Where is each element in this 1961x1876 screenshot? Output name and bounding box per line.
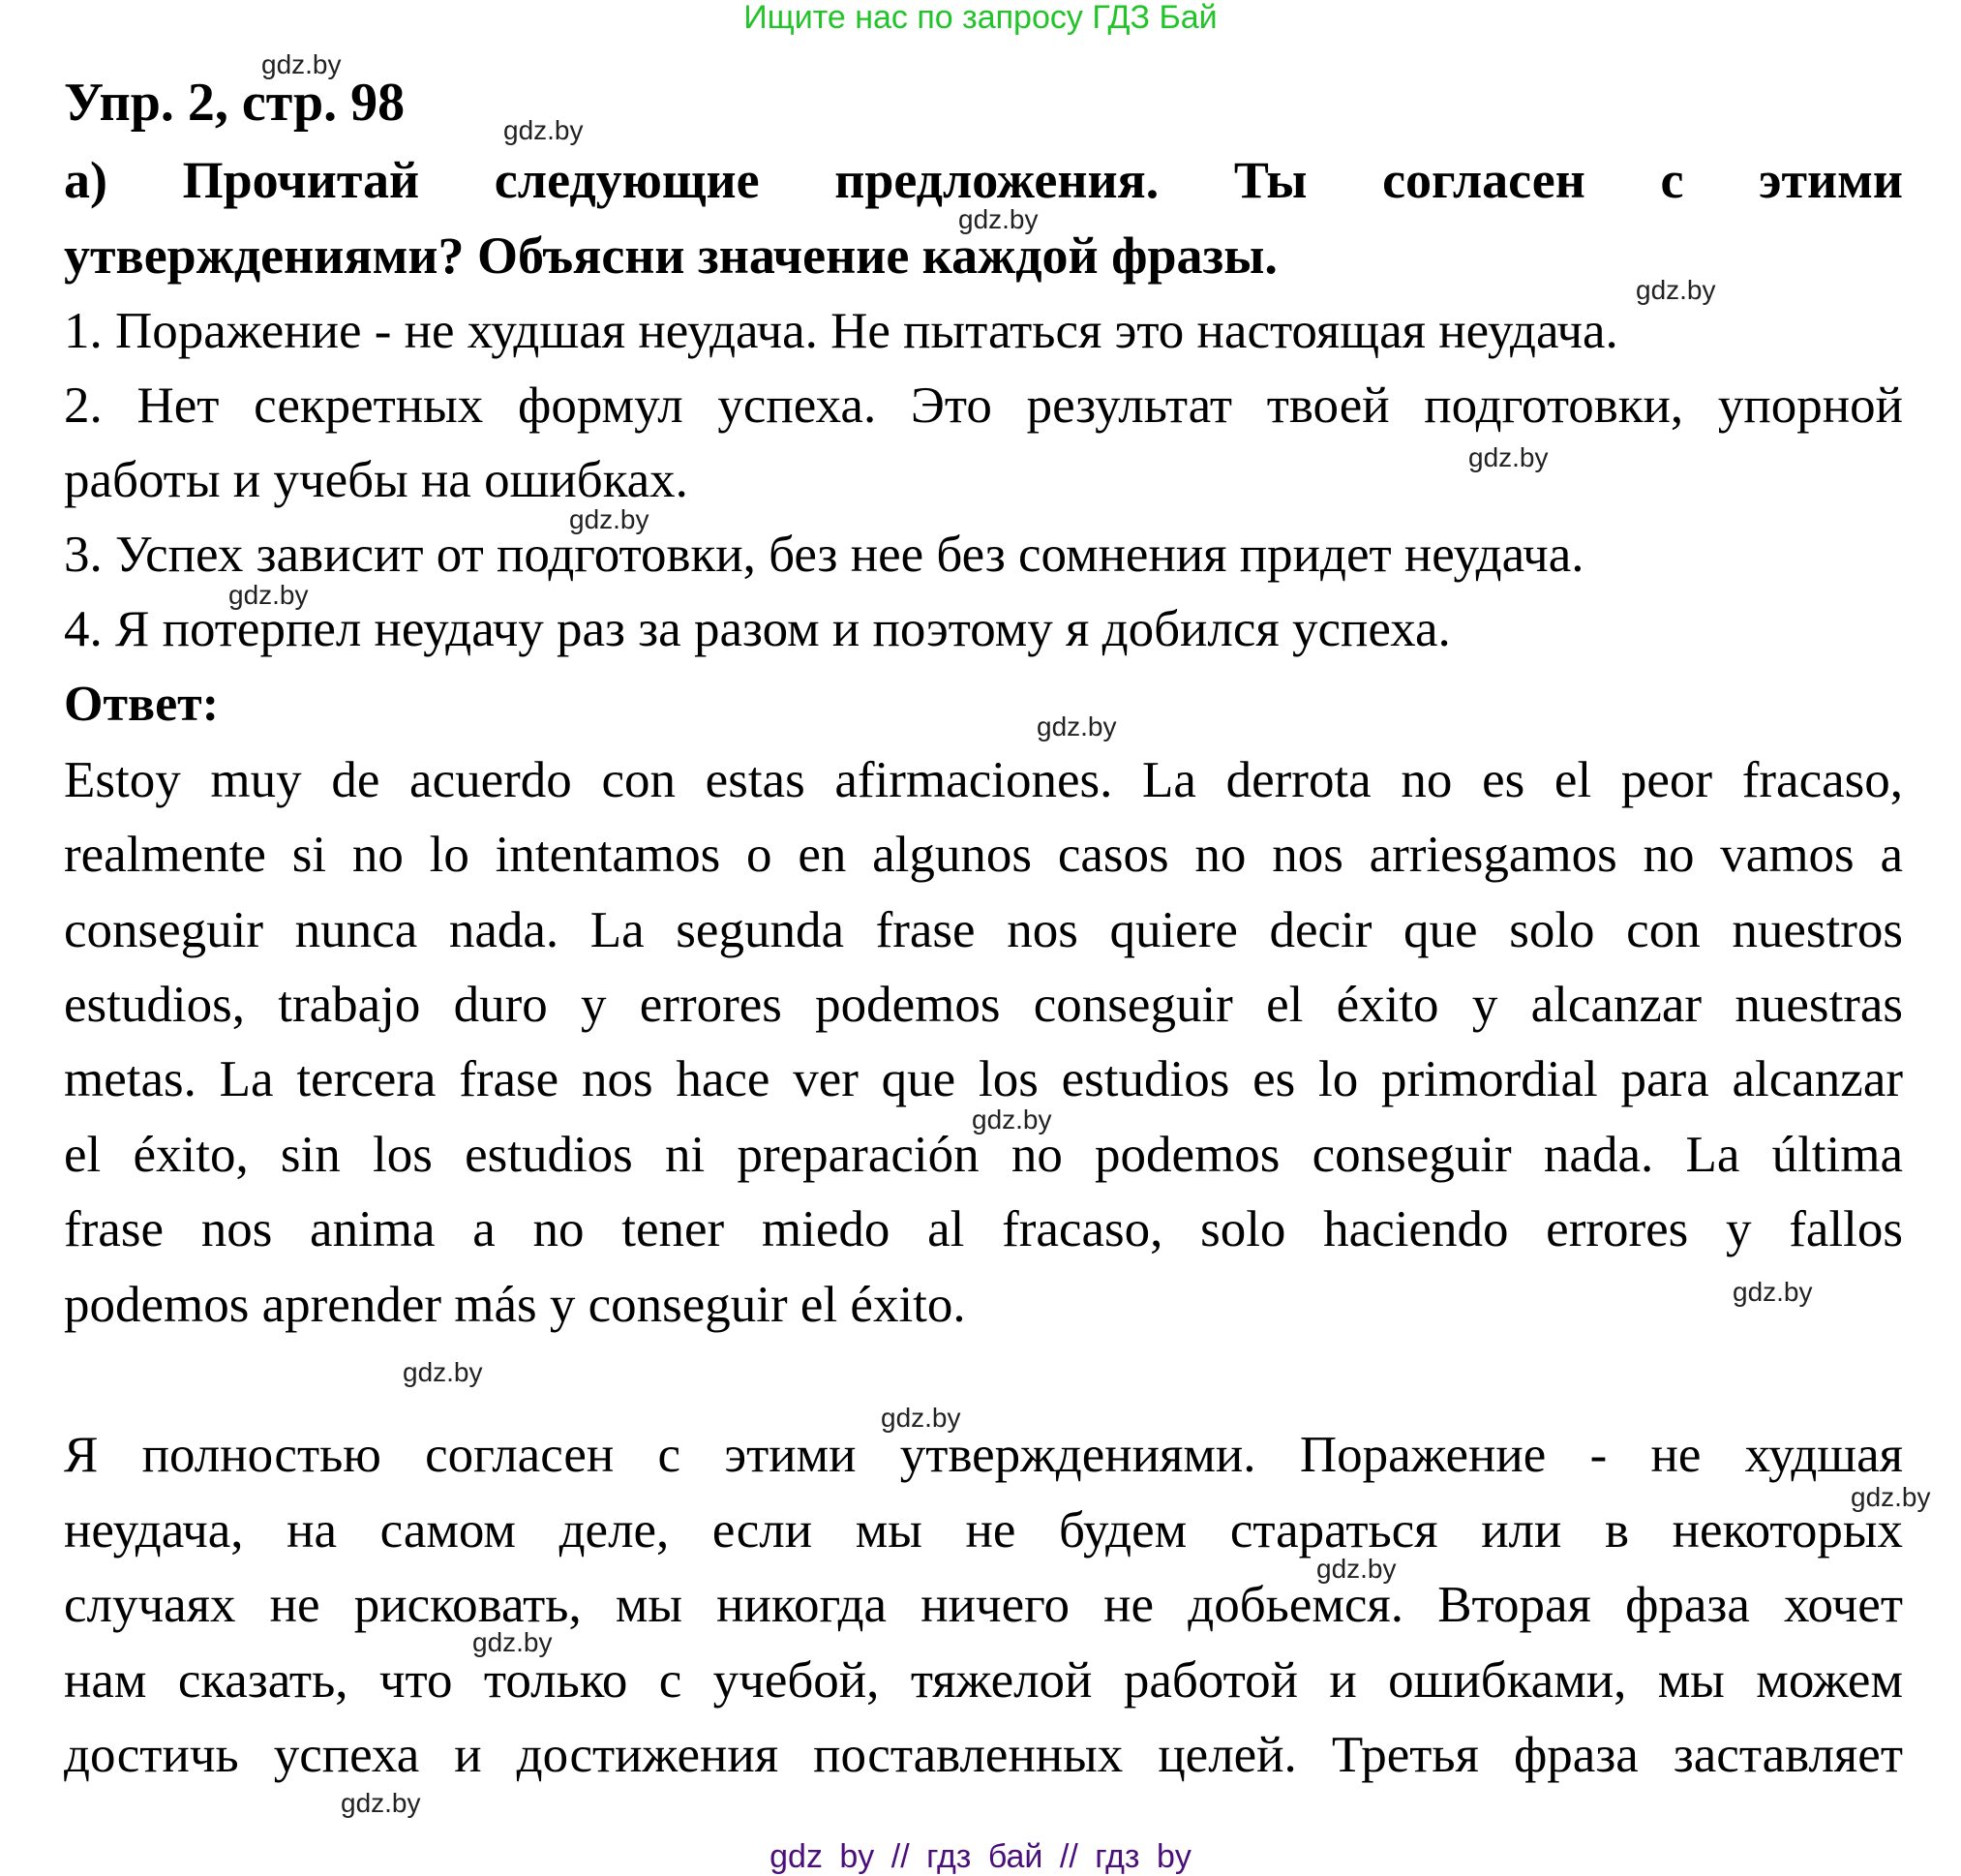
watermark: gdz.by [228, 580, 309, 610]
task-line-1: а) Прочитай следующие предложения. Ты согласен с этими [64, 151, 1903, 209]
watermark: gdz.by [341, 1788, 421, 1818]
spanish-line-3: conseguir nunca nada. La segunda frase nos quiere decir que solo con nuestros [64, 902, 1903, 958]
watermark: gdz.by [1733, 1277, 1813, 1307]
task-line-2: утверждениями? Объясни значение каждой фразы. [64, 227, 1278, 285]
answer-label: Ответ: [64, 677, 220, 732]
statement-4: 4. Я потерпел неудачу раз за разом и поэтому я добился успеха. [64, 601, 1451, 657]
russian-line-2: неудача, на самом деле, если мы не будем стараться или в некоторых [64, 1502, 1903, 1558]
search-banner[interactable]: Ищите нас по запросу ГДЗ Бай [743, 0, 1218, 36]
watermark: gdz.by [958, 204, 1039, 234]
watermark: gdz.by [881, 1403, 961, 1433]
watermark: gdz.by [972, 1104, 1052, 1135]
russian-line-3: случаях не рисковать, мы никогда ничего не добьемся. Вторая фраза хочет [64, 1577, 1903, 1633]
statement-3: 3. Успех зависит от подготовки, без нее без сомнения придет неудача. [64, 527, 1584, 583]
statement-1: 1. Поражение - не худшая неудача. Не пытаться это настоящая неудача. [64, 303, 1618, 359]
statement-2-line-2: работы и учебы на ошибках. [64, 452, 688, 508]
russian-line-1: Я полностью согласен с этими утверждениями. Поражение - не худшая [64, 1427, 1903, 1483]
spanish-line-2: realmente si no lo intentamos o en algunos casos no nos arriesgamos no vamos a [64, 827, 1903, 883]
watermark: gdz.by [1037, 711, 1117, 741]
russian-line-4: нам сказать, что только с учебой, тяжелой работой и ошибками, мы можем [64, 1652, 1903, 1709]
exercise-title: Упр. 2, стр. 98 [64, 73, 406, 133]
watermark: gdz.by [261, 49, 342, 79]
russian-line-5: достичь успеха и достижения поставленных целей. Третья фраза заставляет [64, 1727, 1903, 1783]
watermark: gdz.by [1636, 275, 1716, 305]
spanish-line-5: metas. La tercera frase nos hace ver que los estudios es lo primordial para alcanzar [64, 1051, 1903, 1107]
watermark: gdz.by [569, 504, 649, 534]
watermark: gdz.by [1316, 1554, 1397, 1584]
statement-2-line-1: 2. Нет секретных формул успеха. Это результат твоей подготовки, упорной [64, 378, 1903, 434]
spanish-line-6: el éxito, sin los estudios ni preparación no podemos conseguir nada. La última [64, 1127, 1903, 1183]
watermark: gdz.by [1468, 442, 1549, 472]
spanish-line-4: estudios, trabajo duro y errores podemos conseguir el éxito y alcanzar nuestras [64, 977, 1903, 1033]
watermark: gdz.by [472, 1627, 553, 1657]
spanish-line-8: podemos aprender más y conseguir el éxito. [64, 1277, 966, 1333]
watermark: gdz.by [403, 1357, 483, 1387]
spanish-line-7: frase nos anima a no tener miedo al fracaso, solo haciendo errores y fallos [64, 1201, 1903, 1257]
watermark: gdz.by [1851, 1482, 1931, 1512]
watermark: gdz.by [503, 115, 584, 145]
spanish-line-1: Estoy muy de acuerdo con estas afirmaciones. La derrota no es el peor fracaso, [64, 752, 1903, 808]
footer-links[interactable]: gdz by // гдз бай // гдз by [769, 1838, 1192, 1875]
